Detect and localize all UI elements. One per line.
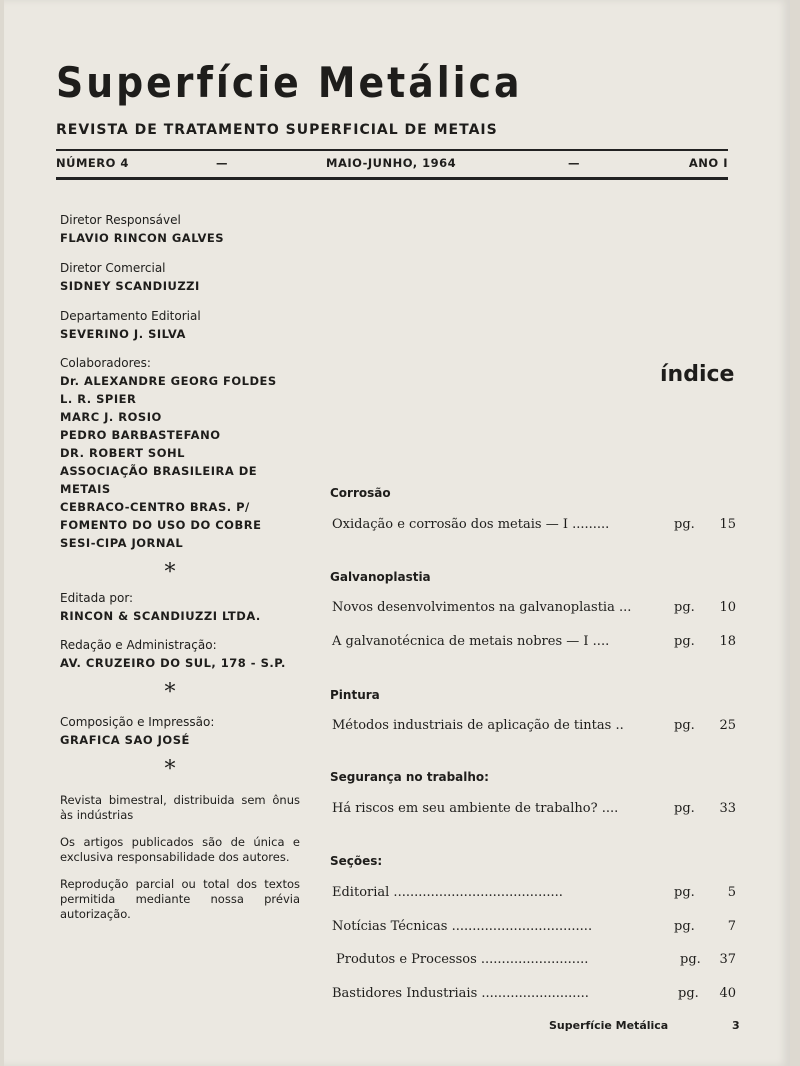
index-heading: índice (660, 362, 735, 387)
header-rule-top (56, 149, 728, 151)
entry-page: 5 (727, 885, 736, 900)
header-rule-bottom (56, 177, 728, 180)
issue-year: ANO I (688, 156, 728, 170)
entry-title: Oxidação e corrosão dos metais — I ......... (332, 517, 610, 532)
collaborator: PEDRO BARBASTEFANO (60, 428, 221, 442)
entry-page: 37 (719, 952, 736, 967)
issue-date: MAIO-JUNHO, 1964 (326, 156, 457, 170)
index-entry (332, 986, 736, 1006)
entry-pg: pg. (674, 517, 695, 532)
printing-label: Composição e Impressão: (60, 715, 215, 729)
magazine-page (4, 0, 790, 1066)
director-name: FLAVIO RINCON GALVES (60, 231, 224, 245)
responsibility-note: Os artigos publicados são de única e exclusiva responsabilidade dos autores. (60, 835, 300, 864)
entry-pg: pg. (674, 801, 695, 816)
separator-star: * (164, 560, 176, 585)
entry-page: 25 (719, 718, 736, 733)
magazine-title: Superfície Metálica (56, 58, 523, 107)
entry-page: 15 (719, 517, 736, 532)
index-entry (332, 634, 736, 654)
issue-dash-1: — (216, 156, 228, 170)
entry-pg: pg. (674, 718, 695, 733)
section-title: Corrosão (330, 486, 391, 500)
entry-page: 40 (719, 986, 736, 1001)
section-title: Pintura (330, 688, 380, 702)
edited-by-label: Editada por: (60, 591, 134, 605)
entry-page: 18 (719, 634, 736, 649)
collaborator: L. R. SPIER (60, 392, 137, 406)
entry-title: Métodos industriais de aplicação de tintas .. (332, 718, 624, 733)
section-title: Segurança no trabalho: (330, 770, 489, 784)
entry-title: Há riscos em seu ambiente de trabalho? .... (332, 801, 619, 816)
commercial-director-name: SIDNEY SCANDIUZZI (60, 279, 200, 293)
index-entry (332, 801, 736, 821)
entry-pg: pg. (674, 885, 695, 900)
entry-pg: pg. (678, 986, 699, 1001)
entry-pg: pg. (680, 952, 701, 967)
entry-page: 7 (727, 919, 736, 934)
entry-title: Editorial ......................................... (332, 885, 563, 900)
collaborator: ASSOCIAÇÃO BRASILEIRA DE METAIS (60, 464, 258, 496)
separator-star: * (164, 757, 176, 782)
entry-page: 33 (719, 801, 736, 816)
entry-title: Bastidores Industriais .......................... (332, 986, 589, 1001)
printing-name: GRAFICA SAO JOSÉ (60, 733, 190, 747)
staff-column (60, 212, 300, 922)
index-entry (332, 600, 736, 620)
reproduction-note: Reprodução parcial ou total dos textos permitida mediante nossa prévia autorização. (60, 877, 300, 921)
entry-title: A galvanotécnica de metais nobres — I .... (332, 634, 610, 649)
issue-dash-2: — (568, 156, 580, 170)
entry-title: Novos desenvolvimentos na galvanoplastia ... (332, 600, 632, 615)
director-label: Diretor Responsável (60, 213, 181, 227)
collaborator: MARC J. ROSIO (60, 410, 162, 424)
footer-title: Superfície Metálica (549, 1019, 669, 1032)
edited-by-name: RINCON & SCANDIUZZI LTDA. (60, 609, 261, 623)
separator-star: * (164, 680, 176, 705)
entry-title: Produtos e Processos .......................... (336, 952, 589, 967)
index-entry (332, 952, 736, 972)
administration-address: AV. CRUZEIRO DO SUL, 178 - S.P. (60, 656, 286, 670)
commercial-director-label: Diretor Comercial (60, 261, 166, 275)
index-entry (332, 885, 736, 905)
distribution-note: Revista bimestral, distribuida sem ônus às indústrias (60, 793, 300, 822)
entry-pg: pg. (674, 919, 695, 934)
magazine-subtitle: REVISTA DE TRATAMENTO SUPERFICIAL DE METAIS (56, 122, 498, 138)
collaborator: Dr. ALEXANDRE GEORG FOLDES (60, 374, 277, 388)
index-entry (332, 718, 736, 738)
collaborator: DR. ROBERT SOHL (60, 446, 185, 460)
section-title: Seções: (330, 854, 383, 868)
entry-title: Notícias Técnicas .................................. (332, 919, 593, 934)
collaborators-label: Colaboradores: (60, 356, 151, 370)
collaborator: CEBRACO-CENTRO BRAS. P/ FOMENTO DO USO DO COBRE (60, 500, 262, 532)
entry-pg: pg. (674, 634, 695, 649)
issue-number: NÚMERO 4 (56, 156, 129, 170)
section-title: Galvanoplastia (330, 570, 431, 584)
collaborator: SESI-CIPA JORNAL (60, 536, 184, 550)
index-entry (332, 919, 736, 939)
footer-page-number: 3 (732, 1019, 740, 1032)
editorial-name: SEVERINO J. SILVA (60, 327, 186, 341)
index-entry (332, 517, 736, 537)
entry-page: 10 (719, 600, 736, 615)
administration-label: Redação e Administração: (60, 638, 217, 652)
editorial-label: Departamento Editorial (60, 309, 201, 323)
entry-pg: pg. (674, 600, 695, 615)
